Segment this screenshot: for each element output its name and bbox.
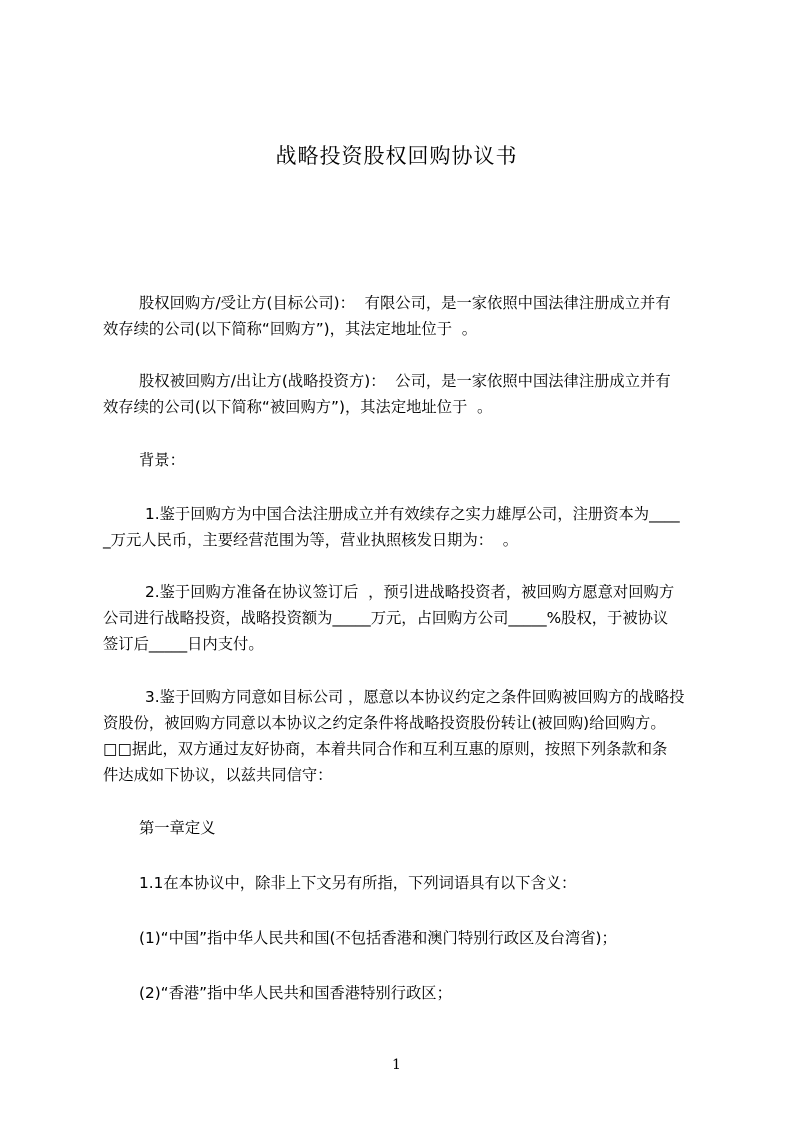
paragraph-line: 公司进行战略投资，战略投资额为_____万元，占回购方公司_____%股权，于被协议 xyxy=(103,609,669,627)
paragraph-line: 资股份，被回购方同意以本协议之约定条件将战略投资股份转让(被回购)给回购方。 xyxy=(103,714,666,732)
paragraph-line: 股权被回购方/出让方(战略投资方)： 公司，是一家依照中国法律注册成立并有 xyxy=(139,372,671,390)
document-title: 战略投资股权回购协议书 xyxy=(275,144,518,168)
definition-line: (2)“香港”指中华人民共和国香港特别行政区； xyxy=(139,984,452,1002)
paragraph-line: 件达成如下协议，以兹共同信守： xyxy=(103,766,333,784)
paragraph-line: 1.鉴于回购方为中国合法注册成立并有效续存之实力雄厚公司，注册资本为____ xyxy=(145,505,680,523)
chapter-heading: 第一章定义 xyxy=(139,819,216,837)
paragraph-line: 签订后_____日内支付。 xyxy=(103,635,264,653)
paragraph-line: 股权回购方/受让方(目标公司)： 有限公司，是一家依照中国法律注册成立并有 xyxy=(139,294,671,312)
paragraph-line: 效存续的公司(以下简称“被回购方”)，其法定地址位于 。 xyxy=(103,398,493,416)
paragraph-line: □□据此，双方通过友好协商，本着共同合作和互利互惠的原则，按照下列条款和条 xyxy=(103,740,668,758)
definition-line: (1)“中国”指中华人民共和国(不包括香港和澳门特别行政区及台湾省)； xyxy=(139,929,617,947)
page-number: 1 xyxy=(392,1057,401,1073)
section-heading-background: 背景： xyxy=(139,451,185,469)
paragraph-line: 3.鉴于回购方同意如目标公司 ，愿意以本协议约定之条件回购被回购方的战略投 xyxy=(145,688,685,706)
clause-line: 1.1在本协议中，除非上下文另有所指，下列词语具有以下含义： xyxy=(139,874,577,892)
paragraph-line: 2.鉴于回购方准备在协议签订后 ，预引进战略投资者，被回购方愿意对回购方 xyxy=(145,583,675,601)
paragraph-line: _万元人民币，主要经营范围为等，营业执照核发日期为： 。 xyxy=(103,531,519,549)
paragraph-line: 效存续的公司(以下简称“回购方”)，其法定地址位于 。 xyxy=(103,320,478,338)
